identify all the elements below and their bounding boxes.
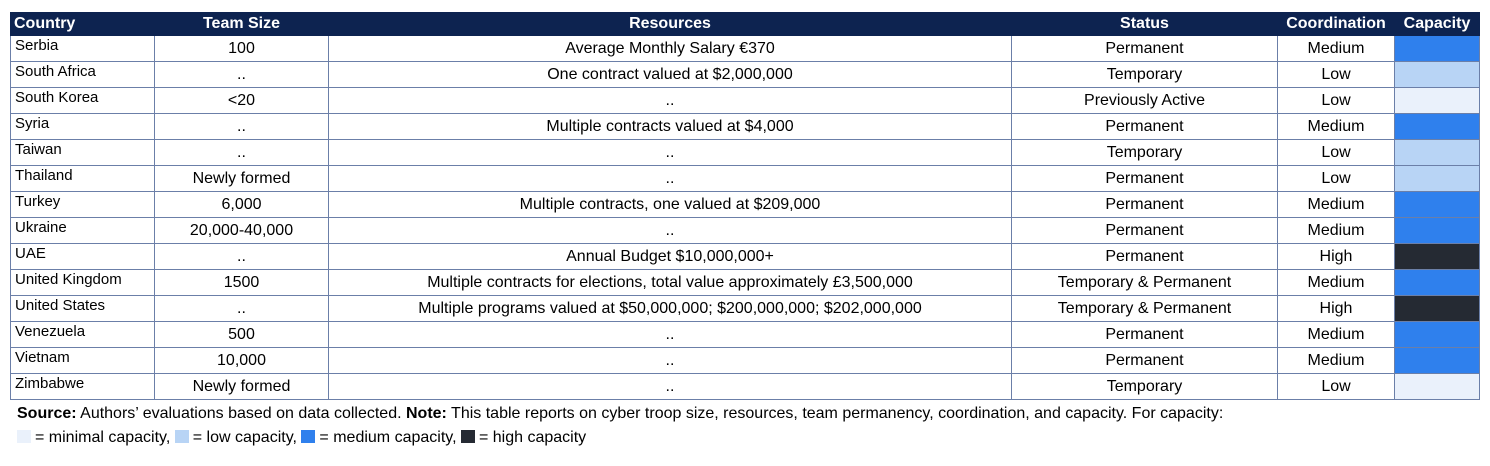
cell-status: Permanent [1012, 36, 1278, 62]
table-row [11, 348, 1480, 374]
cell-country: Vietnam [11, 348, 155, 374]
table-row [11, 88, 1480, 114]
cell-capacity [1395, 36, 1480, 62]
cell-capacity [1395, 88, 1480, 114]
table-row [11, 296, 1480, 322]
table-row [11, 374, 1480, 400]
cell-capacity [1395, 244, 1480, 270]
cell-capacity [1395, 114, 1480, 140]
cell-capacity [1395, 374, 1480, 400]
cell-coordination: High [1278, 244, 1395, 270]
cell-team-size: 100 [155, 36, 329, 62]
header-resources: Resources [329, 13, 1012, 36]
table-row [11, 270, 1480, 296]
cell-resources: .. [329, 322, 1012, 348]
cell-resources: Annual Budget $10,000,000+ [329, 244, 1012, 270]
header-capacity: Capacity [1395, 13, 1480, 36]
cell-status: Permanent [1012, 348, 1278, 374]
cell-country: United Kingdom [11, 270, 155, 296]
cell-team-size: .. [155, 244, 329, 270]
table-row [11, 36, 1480, 62]
legend-swatch-high [461, 430, 475, 443]
cell-country: South Korea [11, 88, 155, 114]
table-row [11, 114, 1480, 140]
cell-status: Permanent [1012, 114, 1278, 140]
cell-status: Temporary & Permanent [1012, 296, 1278, 322]
cell-coordination: Low [1278, 166, 1395, 192]
header-row [11, 13, 1480, 36]
cell-coordination: High [1278, 296, 1395, 322]
cell-coordination: Low [1278, 374, 1395, 400]
note-text: This table reports on cyber troop size, resources, team permanency, coordination, and capacity. For capacity: [451, 405, 1224, 422]
cell-resources: .. [329, 348, 1012, 374]
cell-coordination: Low [1278, 140, 1395, 166]
cell-team-size: 500 [155, 322, 329, 348]
source-label: Source: [17, 405, 77, 422]
header-country: Country [11, 13, 155, 36]
legend-swatch-low [175, 430, 189, 443]
header-team-size: Team Size [155, 13, 329, 36]
cell-country: Syria [11, 114, 155, 140]
cell-team-size: .. [155, 296, 329, 322]
table-row [11, 140, 1480, 166]
source-text: Authors’ evaluations based on data collected. [80, 405, 402, 422]
cell-team-size: .. [155, 114, 329, 140]
cell-coordination: Medium [1278, 192, 1395, 218]
cell-status: Temporary [1012, 374, 1278, 400]
cell-resources: Multiple contracts, one valued at $209,000 [329, 192, 1012, 218]
legend-label-high: = high capacity [478, 429, 587, 446]
table-container [10, 12, 1479, 400]
table-row [11, 166, 1480, 192]
table-row [11, 218, 1480, 244]
cell-coordination: Low [1278, 88, 1395, 114]
cell-team-size: <20 [155, 88, 329, 114]
cell-country: South Africa [11, 62, 155, 88]
cell-coordination: Medium [1278, 322, 1395, 348]
cell-team-size: .. [155, 140, 329, 166]
cell-status: Previously Active [1012, 88, 1278, 114]
cell-status: Temporary [1012, 140, 1278, 166]
cell-team-size: 10,000 [155, 348, 329, 374]
legend-label-low: = low capacity, [192, 429, 297, 446]
table-row [11, 62, 1480, 88]
cell-resources: Multiple contracts for elections, total value approximately £3,500,000 [329, 270, 1012, 296]
legend-label-medium: = medium capacity, [319, 429, 457, 446]
cell-country: Thailand [11, 166, 155, 192]
footnote [17, 402, 1477, 450]
cell-status: Permanent [1012, 244, 1278, 270]
cell-resources: .. [329, 88, 1012, 114]
table-body [11, 36, 1480, 400]
cell-capacity [1395, 322, 1480, 348]
cyber-troops-table [10, 12, 1480, 400]
cell-capacity [1395, 218, 1480, 244]
cell-resources: Multiple contracts valued at $4,000 [329, 114, 1012, 140]
cell-country: United States [11, 296, 155, 322]
cell-coordination: Medium [1278, 348, 1395, 374]
cell-status: Temporary & Permanent [1012, 270, 1278, 296]
cell-capacity [1395, 296, 1480, 322]
table-row [11, 322, 1480, 348]
cell-capacity [1395, 166, 1480, 192]
cell-status: Permanent [1012, 322, 1278, 348]
cell-coordination: Low [1278, 62, 1395, 88]
cell-coordination: Medium [1278, 114, 1395, 140]
cell-resources: .. [329, 140, 1012, 166]
cell-team-size: .. [155, 62, 329, 88]
cell-country: Venezuela [11, 322, 155, 348]
legend-swatch-medium [301, 430, 315, 443]
cell-coordination: Medium [1278, 36, 1395, 62]
legend-label-minimal: = minimal capacity, [35, 429, 171, 446]
cell-country: Turkey [11, 192, 155, 218]
note-label: Note: [406, 405, 447, 422]
cell-resources: Average Monthly Salary €370 [329, 36, 1012, 62]
cell-country: UAE [11, 244, 155, 270]
cell-resources: .. [329, 374, 1012, 400]
cell-team-size: 6,000 [155, 192, 329, 218]
cell-country: Ukraine [11, 218, 155, 244]
cell-capacity [1395, 62, 1480, 88]
header-coordination: Coordination [1278, 13, 1395, 36]
cell-status: Temporary [1012, 62, 1278, 88]
table-row [11, 244, 1480, 270]
cell-resources: .. [329, 218, 1012, 244]
cell-status: Permanent [1012, 218, 1278, 244]
header-status: Status [1012, 13, 1278, 36]
cell-resources: One contract valued at $2,000,000 [329, 62, 1012, 88]
cell-resources: .. [329, 166, 1012, 192]
cell-team-size: 1500 [155, 270, 329, 296]
cell-capacity [1395, 270, 1480, 296]
cell-status: Permanent [1012, 192, 1278, 218]
table-row [11, 192, 1480, 218]
cell-team-size: 20,000-40,000 [155, 218, 329, 244]
cell-coordination: Medium [1278, 270, 1395, 296]
cell-capacity [1395, 140, 1480, 166]
cell-team-size: Newly formed [155, 374, 329, 400]
legend-swatch-minimal [17, 430, 31, 443]
cell-coordination: Medium [1278, 218, 1395, 244]
cell-capacity [1395, 192, 1480, 218]
cell-status: Permanent [1012, 166, 1278, 192]
cell-resources: Multiple programs valued at $50,000,000; $200,000,000; $202,000,000 [329, 296, 1012, 322]
cell-country: Serbia [11, 36, 155, 62]
cell-capacity [1395, 348, 1480, 374]
cell-country: Taiwan [11, 140, 155, 166]
cell-country: Zimbabwe [11, 374, 155, 400]
cell-team-size: Newly formed [155, 166, 329, 192]
